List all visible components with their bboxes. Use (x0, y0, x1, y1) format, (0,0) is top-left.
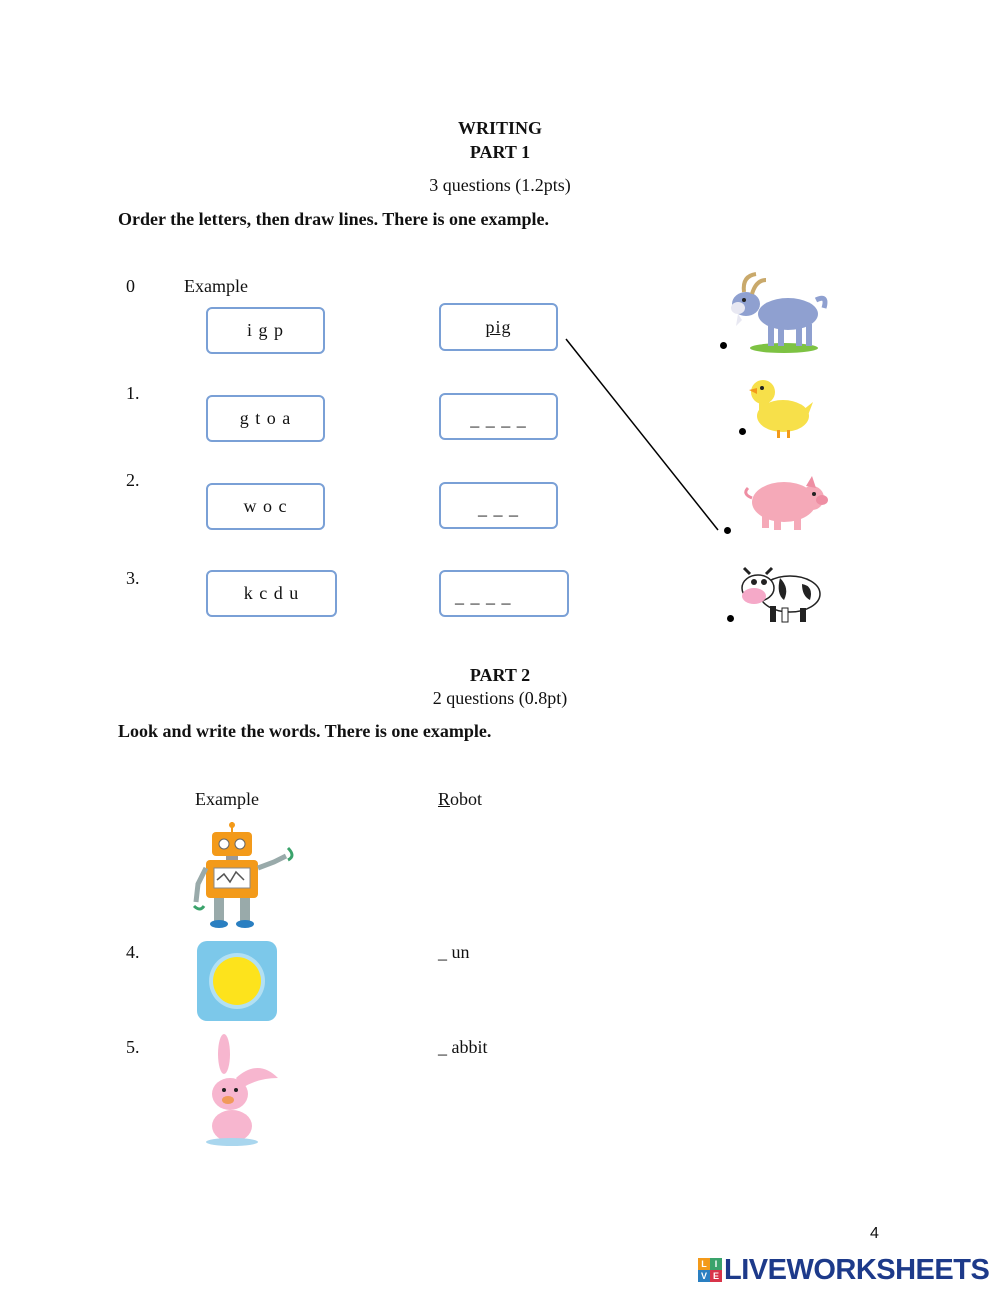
part2-instruction: Look and write the words. There is one example. (118, 721, 492, 741)
example-label: Example (184, 276, 248, 296)
question-number-5: 5. (126, 1037, 140, 1057)
question-number-2: 2. (126, 470, 140, 490)
match-dot-cow[interactable] (727, 615, 734, 622)
question-number-3: 3. (126, 568, 140, 588)
logo-text: LIVEWORKSHEETS (724, 1253, 990, 1286)
scrambled-letters: g t o a (239, 408, 292, 428)
rabbit-picture (198, 1034, 280, 1146)
answer-blank: _ _ _ _ (455, 586, 512, 606)
answer-word-4[interactable]: _ un (438, 942, 470, 962)
logo-letter: L (698, 1258, 710, 1270)
cow-picture (740, 564, 826, 626)
page-number: 4 (870, 1225, 879, 1242)
example-answer-first-letter: R (438, 789, 451, 809)
answer-blank: _ _ _ (478, 498, 519, 518)
example-number: 0 (126, 276, 135, 296)
match-dot-goat[interactable] (720, 342, 727, 349)
match-dot-pig[interactable] (724, 527, 731, 534)
scrambled-letters: i g p (246, 320, 284, 340)
robot-picture (192, 822, 302, 930)
answer-blank: _ _ _ _ (470, 409, 527, 429)
scrambled-letters: k c d u (243, 583, 300, 603)
logo-letter: E (710, 1270, 722, 1282)
logo-letter: V (698, 1270, 710, 1282)
goat-picture (728, 270, 832, 354)
example-answer-rest: obot (450, 789, 483, 809)
liveworksheets-logo (698, 1254, 989, 1286)
part1-title: PART 1 (469, 142, 531, 162)
worksheet-title: WRITING (457, 118, 542, 138)
question-number-4: 4. (126, 942, 140, 962)
answer-word-5[interactable]: _ abbit (438, 1037, 488, 1057)
answer-text: pig (485, 316, 512, 337)
part2-example-answer (438, 789, 482, 810)
scrambled-letters: w o c (243, 496, 288, 516)
logo-grid-icon (698, 1258, 722, 1282)
part1-instruction: Order the letters, then draw lines. There is one example. (118, 209, 549, 229)
pig-picture (740, 468, 828, 534)
duck-picture (745, 374, 815, 442)
part2-example-label: Example (195, 789, 259, 809)
part2-title: PART 2 (469, 665, 531, 685)
sun-picture (197, 941, 277, 1021)
question-number-1: 1. (126, 383, 140, 403)
logo-letter: I (710, 1258, 722, 1270)
part1-subtitle: 3 questions (1.2pts) (429, 175, 571, 195)
part2-subtitle: 2 questions (0.8pt) (432, 688, 568, 708)
